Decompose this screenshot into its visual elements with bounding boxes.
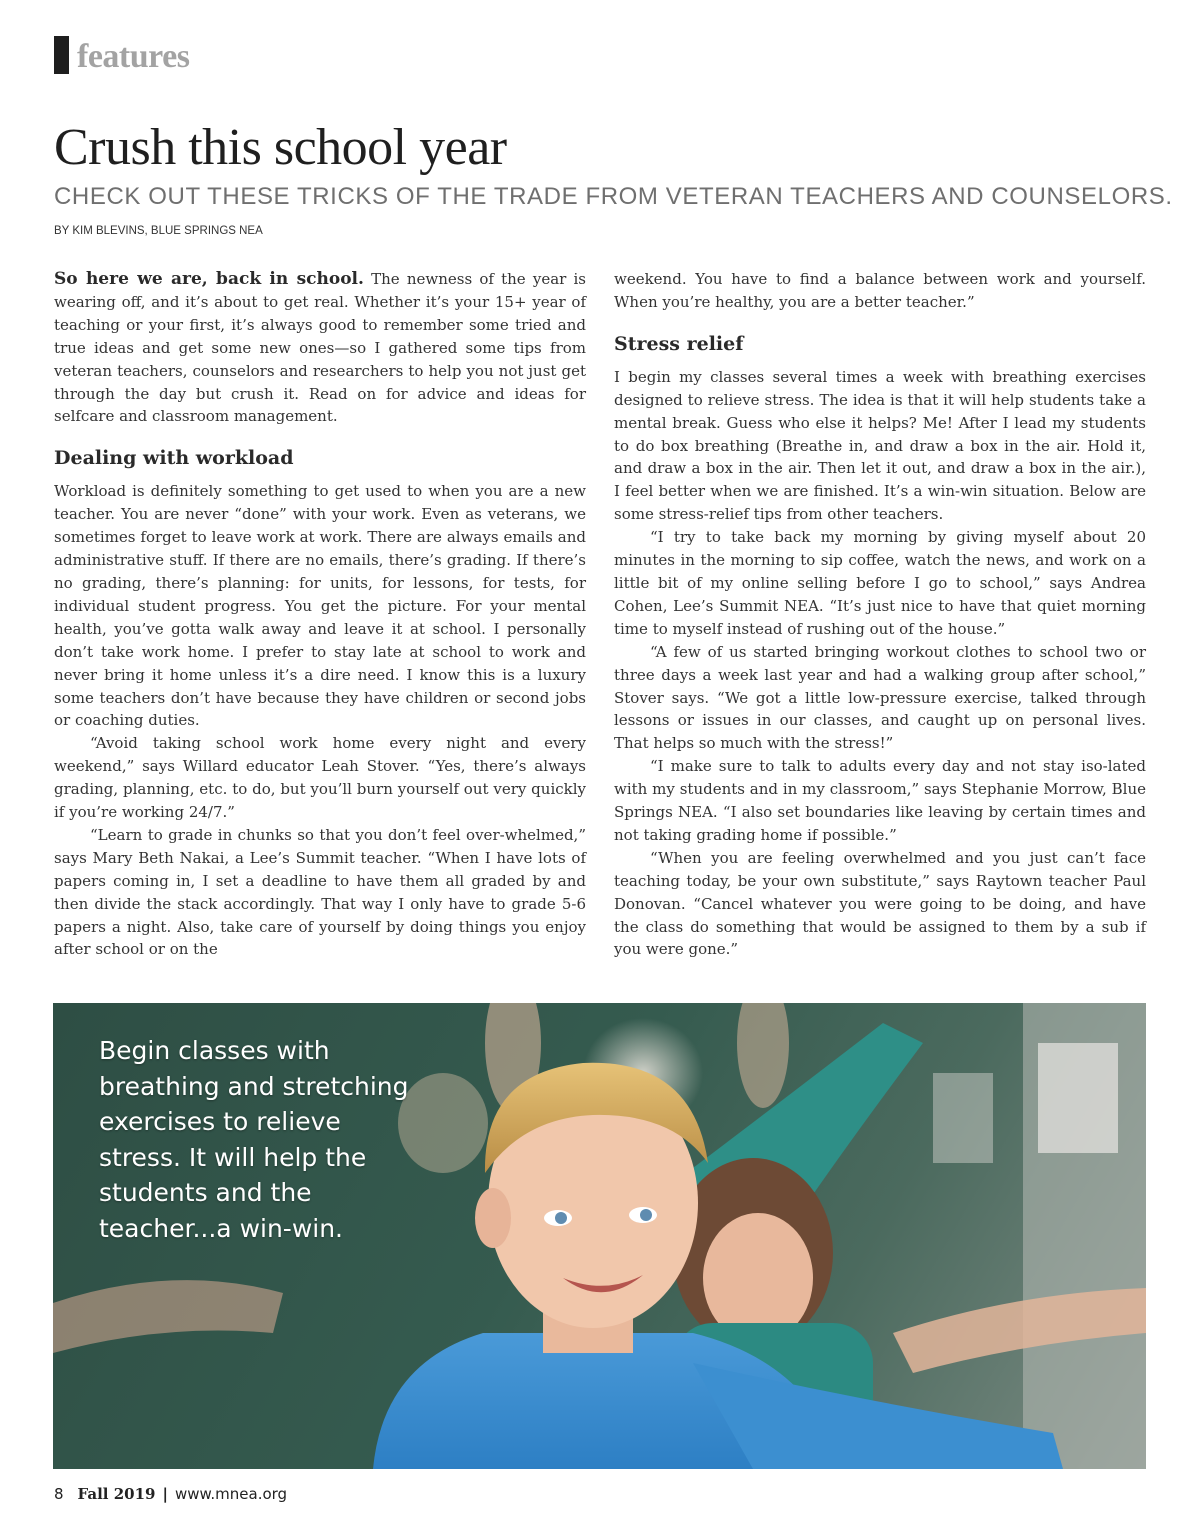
section-tag-bar [54, 36, 69, 74]
article-subtitle: CHECK OUT THESE TRICKS OF THE TRADE FROM VETERAN TEACHERS AND COUNSELORS. [54, 183, 1173, 210]
page-footer [54, 1484, 287, 1504]
section-tag [54, 34, 189, 74]
workload-paragraph-2: “Avoid taking school work home every night and every weekend,” says Willard educator Leah Stover. “Yes, there’s always grading, planning, etc. to do, but you’ll burn yourself out very quickly if you’re working 24/7.” [54, 734, 586, 822]
website-url[interactable]: www.mnea.org [174, 1485, 288, 1503]
footer-separator: | [162, 1485, 168, 1503]
section-label: features [77, 38, 190, 75]
left-column [54, 268, 586, 961]
right-column [614, 268, 1146, 961]
stress-paragraph-1: I begin my classes several times a week with breathing exercises designed to relieve stress. The idea is that it will help students take a mental break. Guess who else it helps? Me! After I lead my students to do box breathing (Breathe in, and draw a box in the air. Hold it, and draw a box in the air. Then let it out, and draw a box in the air.), I feel better when we are finished. It’s a win-win situation. Below are some stress-relief tips from other teachers. [614, 367, 1146, 524]
article-byline: BY KIM BLEVINS, BLUE SPRINGS NEA [54, 225, 263, 237]
workload-paragraph-3: “Learn to grade in chunks so that you don’t feel over-whelmed,” says Mary Beth Nakai, a Lee’s Summit teacher. “When I have lots of papers coming in, I set a deadline to have them all graded by and then divide the stack accordingly. That way I only have to grade 5-6 papers a night. Also, take care of yourself by doing things you enjoy after school or on the [54, 825, 586, 959]
stress-paragraph-5: “When you are feeling overwhelmed and you just can’t face teaching today, be your own substitute,” says Raytown teacher Paul Donovan. “Cancel whatever you were going to be doing, and have the class do something that would be assigned to them by a sub if you were gone.” [614, 848, 1146, 959]
workload-paragraph-3-continued: weekend. You have to find a balance between work and yourself. When you’re healthy, you are a better teacher.” [614, 270, 1146, 311]
page-number: 8 [54, 1485, 64, 1503]
intro-lead: So here we are, back in school. [54, 269, 364, 289]
intro-paragraph [54, 268, 586, 428]
stress-paragraph-4: “I make sure to talk to adults every day and not stay iso-lated with my students and in my classroom,” says Stephanie Morrow, Blue Springs NEA. “I also set boundaries like leaving by certain times and not taking grading home if possible.” [614, 757, 1146, 844]
stress-paragraph-2: “I try to take back my morning by giving myself about 20 minutes in the morning to sip coffee, watch the news, and work on a little bit of my online selling before I go to school,” says Andrea Cohen, Lee’s Summit NEA. “It’s just nice to have that quiet morning time to myself instead of rushing out of the house.” [614, 528, 1146, 638]
stress-paragraph-3: “A few of us started bringing workout clothes to school two or three days a week last year and had a walking group after school,” Stover says. “We got a little low-pressure exercise, talked through lessons or issues in our classes, and caught up on personal lives. That helps so much with the stress!” [614, 642, 1146, 753]
photo-caption: Begin classes with breathing and stretching exercises to relieve stress. It will help the students and the teacher...a win-win. [99, 1036, 409, 1243]
heading-workload: Dealing with workload [54, 447, 294, 470]
intro-text: The newness of the year is wearing off, and it’s about to get real. Whether it’s your 15+ year of teaching or your first, it’s always good to remember some tried and true ideas and get some new ones—so I gathered some tips from veteran teachers, counselors and researchers to help you not just get through the day but crush it. Read on for advice and ideas for selfcare and classroom management. [54, 270, 586, 426]
heading-stress-relief: Stress relief [614, 332, 744, 355]
article-title: Crush this school year [54, 119, 507, 176]
issue-label: Fall 2019 [77, 1485, 156, 1503]
classroom-photo [53, 1003, 1146, 1469]
workload-paragraph-1: Workload is definitely something to get used to when you are a new teacher. You are never “done” with your work. Even as veterans, we sometimes forget to leave work at work. There are always emails and administrative stuff. If there are no emails, there’s grading. If there’s no grading, there’s planning: for units, for lessons, for tests, for individual student progress. You get the picture. For your mental health, you’ve gotta walk away and leave it at school. I personally don’t take work home. I prefer to stay late at school to work and never bring it home unless it’s a dire need. I know this is a luxury some teachers don’t have because they have children or second jobs or coaching duties. [54, 482, 586, 730]
